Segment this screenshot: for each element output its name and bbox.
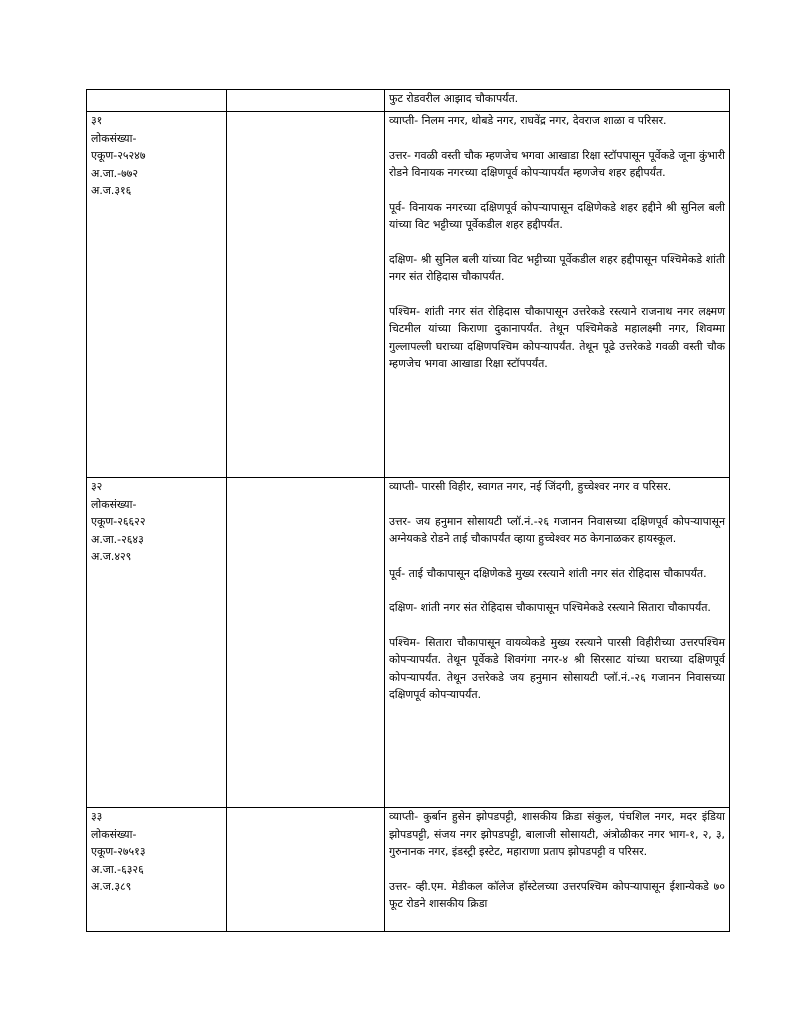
population-sc: अ.जा.-६३२६ [91,862,144,876]
population-st: अ.ज.४२९ [91,550,132,563]
ward-boundary-table [86,89,730,932]
table-row-ward-31 [87,112,730,478]
empty-cell [227,478,385,808]
west-boundary-paragraph: पश्चिम- शांती नगर संत रोहिदास चौकापासून उत्तरेकडे रस्त्याने राजनाथ नगर लक्ष्मण चिटमील यांच्या किराणा दुकानापर्यंत. तेथून पश्चिमेकडे महालक्ष्मी नगर, शिवम्मा गुल्लापल्ली घराच्या दक्षिणपश्चिम कोपऱ्यापर्यंत. तेथून पूढे उत्तरेकडे गवळी वस्ती चौक म्हणजेच भगवा आखाडा रिक्षा स्टॉपपर्यंत. [389,304,725,370]
empty-cell [227,90,385,112]
south-boundary-paragraph: दक्षिण- श्री सुनिल बली यांच्या विट भट्टीच्या पूर्वेकडील शहर हद्दीपासून पश्चिमेकडे शांती नगर संत रोहिदास चौकापर्यंत. [389,252,725,283]
empty-cell [227,112,385,478]
population-label: लोकसंख्या- [91,497,137,511]
table-row-ward-32 [87,478,730,808]
north-boundary-paragraph: उत्तर- व्ही.एम. मेडीकल कॉलेज हॉस्टेलच्या उत्तरपश्चिम कोपऱ्यापासून ईशान्येकडे ७० फूट रोडने शासकीय क्रिडा [389,879,725,910]
table-row-continuation [87,90,730,112]
extent-paragraph: व्याप्ती- पारसी विहीर, स्वागत नगर, नई जिंदगी, हुच्चेश्वर नगर व परिसर. [389,480,672,493]
boundary-cell [385,112,730,478]
population-st: अ.ज.३८९ [91,880,132,893]
boundary-cell [385,90,730,112]
table-row-ward-33 [87,808,730,932]
population-total: एकूण-२६६२२ [91,515,146,528]
population-sc: अ.जा.-७७२ [91,166,139,180]
boundary-cell [385,478,730,808]
population-total: एकूण-२५२४७ [91,149,146,162]
population-st: अ.ज.३१६ [91,184,132,197]
boundary-cell [385,808,730,932]
east-boundary-paragraph: पूर्व- विनायक नगरच्या दक्षिणपूर्व कोपऱ्यापासून दक्षिणेकडे शहर हद्दीने श्री सुनिल बली यांच्या विट भट्टीच्या पूर्वेकडील शहर हद्दीपर्यंत. [389,200,725,231]
ward-info-cell [87,808,227,932]
north-boundary-paragraph: उत्तर- गवळी वस्ती चौक म्हणजेच भगवा आखाडा रिक्षा स्टॉपपासून पूर्वेकडे जूना कुंभारी रोडने विनायक नगरच्या दक्षिणपूर्व कोपऱ्यापर्यंत म्हणजेच शहर हद्दीपर्यंत. [389,148,725,179]
extent-paragraph: व्याप्ती- निलम नगर, थोबडे नगर, राघवेंद्र नगर, देवराज शाळा व परिसर. [389,114,667,127]
population-label: लोकसंख्या- [91,827,137,841]
empty-cell [227,808,385,932]
population-total: एकूण-२७५१३ [91,845,146,858]
ward-info-cell [87,478,227,808]
population-label: लोकसंख्या- [91,131,137,145]
ward-number: ३२ [91,480,103,493]
extent-paragraph: व्याप्ती- कुर्बान हुसेन झोपडपट्टी, शासकीय क्रिडा संकुल, पंचशिल नगर, मदर इंडिया झोपडपट्टी, संजय नगर झोपडपट्टी, बालाजी सोसायटी, अंत्रोळीकर नगर भाग-१, २, ३, गुरुनानक नगर, इंडस्ट्री इस्टेट, महाराणा प्रताप झोपडपट्टी व परिसर. [389,810,725,858]
ward-number: ३३ [91,810,103,823]
continuation-text: फुट रोडवरील आझाद चौकापर्यंत. [389,92,519,105]
west-boundary-paragraph: पश्चिम- सितारा चौकापासून वायव्येकडे मुख्य रस्त्याने पारसी विहीरीच्या उत्तरपश्चिम कोपऱ्यापर्यंत. तेथून पूर्वेकडे शिवगंगा नगर-४ श्री सिरसाट यांच्या घराच्या दक्षिणपूर्व कोपऱ्यापर्यंत. तेथून उत्तरेकडे जय हनुमान सोसायटी प्लॉ.नं.-२६ गजानन निवासच्या दक्षिणपूर्व कोपऱ्यापर्यंत. [389,635,725,701]
population-sc: अ.जा.-२६४३ [91,532,144,546]
ward-info-cell [87,112,227,478]
ward-number: ३१ [91,114,103,127]
north-boundary-paragraph: उत्तर- जय हनुमान सोसायटी प्लॉ.नं.-२६ गजानन निवासच्या दक्षिणपूर्व कोपऱ्यापासून अग्नेयकडे रोडने ताई चौकापर्यंत व्हाया हुच्चेश्वर मठ केगनाळकर हायस्कूल. [389,514,725,545]
east-boundary-paragraph: पूर्व- ताई चौकापासून दक्षिणेकडे मुख्य रस्त्याने शांती नगर संत रोहिदास चौकापर्यंत. [389,566,707,580]
south-boundary-paragraph: दक्षिण- शांती नगर संत रोहिदास चौकापासून पश्चिमेकडे रस्त्याने सितारा चौकापर्यंत. [389,601,711,614]
ward-info-cell [87,90,227,112]
